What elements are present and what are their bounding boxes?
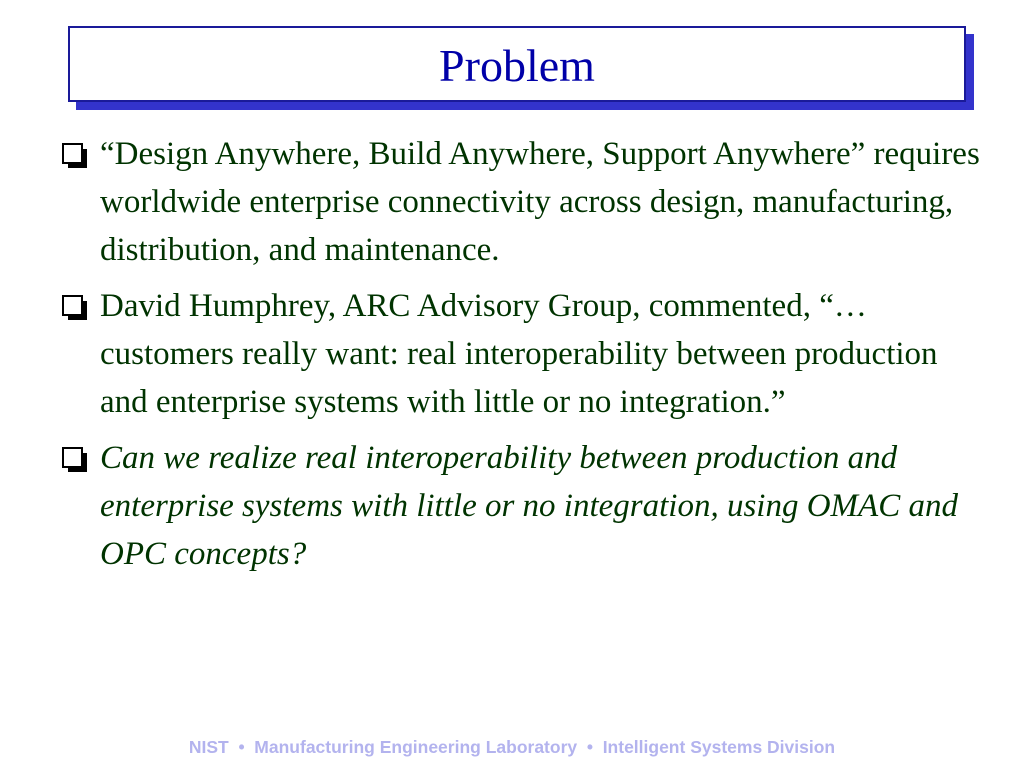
bullet-text-1: “Design Anywhere, Build Anywhere, Support Anywhere” requires worldwide enterprise connectivity across design, manufacturing, distribution, and maintenance. <box>100 136 980 268</box>
bullet-list <box>62 130 992 586</box>
square-checkbox-icon <box>62 143 88 169</box>
bullet-item-2 <box>62 282 992 426</box>
bullet-item-3 <box>62 434 992 578</box>
slide-title: Problem <box>439 40 595 91</box>
slide-footer: NIST • Manufacturing Engineering Laboratory • Intelligent Systems Division <box>188 737 836 757</box>
square-checkbox-icon <box>62 447 88 473</box>
bullet-text-2: David Humphrey, ARC Advisory Group, commented, “… customers really want: real interoperability between production and enterprise systems with little or no integration.” <box>100 288 938 420</box>
title-box <box>68 26 966 102</box>
bullet-text-3: Can we realize real interoperability between production and enterprise systems with little or no integration, using OMAC and OPC concepts? <box>100 440 958 572</box>
square-checkbox-icon <box>62 295 88 321</box>
bullet-item-1 <box>62 130 992 274</box>
